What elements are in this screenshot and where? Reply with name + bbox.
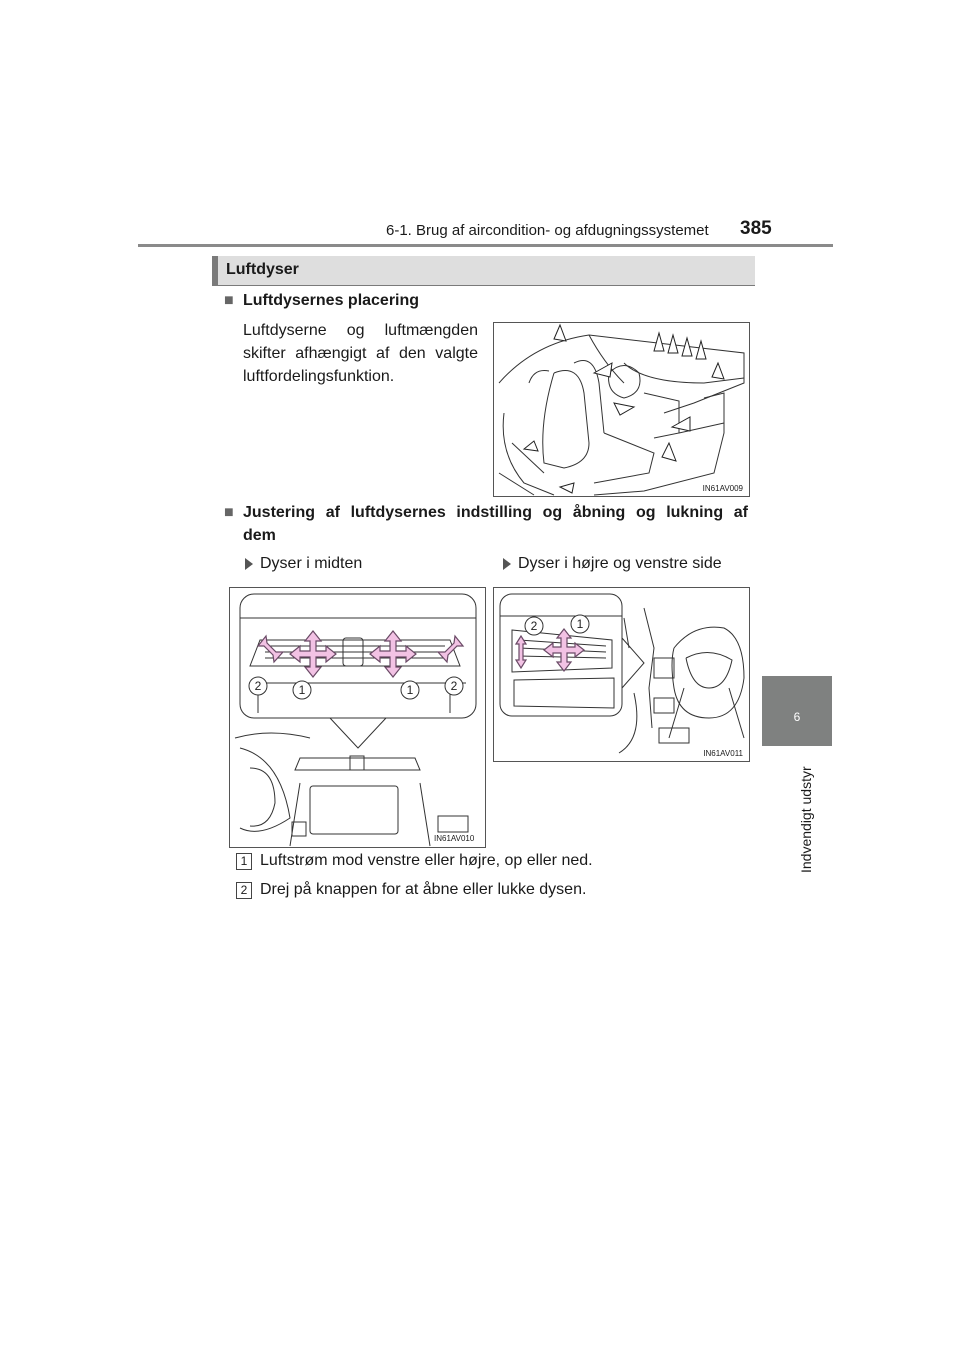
callout-1: 1 — [576, 617, 584, 631]
triangle-bullet-icon — [503, 558, 511, 570]
section-title: Luftdyser — [226, 261, 299, 278]
header-rule — [138, 244, 833, 247]
callout-1: 1 — [406, 683, 414, 697]
page-number: 385 — [740, 218, 772, 239]
section-underline — [212, 285, 755, 286]
adjustment-heading-line2: dem — [243, 527, 276, 544]
placement-heading: Luftdysernes placering — [243, 292, 420, 309]
center-vents-illustration — [230, 588, 485, 847]
triangle-bullet-icon — [245, 558, 253, 570]
square-bullet: ■ — [224, 292, 234, 309]
figure-code: IN61AV009 — [702, 484, 743, 493]
note-text: Luftstrøm mod venstre eller højre, op eller ned. — [260, 852, 593, 869]
chapter-label — [798, 756, 818, 876]
callout-2: 2 — [530, 619, 538, 633]
callout-2: 2 — [254, 679, 262, 693]
chapter-tab — [762, 676, 832, 746]
section-heading-bar — [212, 256, 755, 285]
note-text: Drej på knappen for at åbne eller lukke dysen. — [260, 881, 587, 898]
chapter-label-text: Indvendigt udstyr — [798, 766, 814, 873]
figure-code: IN61AV010 — [434, 834, 475, 843]
running-header: 6-1. Brug af aircondition- og afdugningssystemet — [386, 222, 709, 239]
figure-code: IN61AV011 — [703, 749, 743, 758]
vent-placement-figure — [493, 322, 750, 497]
car-interior-illustration — [494, 323, 749, 496]
center-vents-figure — [229, 587, 486, 848]
chapter-number: 6 — [793, 710, 801, 724]
note-number-box: 1 — [236, 853, 252, 870]
callout-1: 1 — [298, 683, 306, 697]
side-vents-illustration — [494, 588, 749, 761]
side-vents-figure — [493, 587, 750, 762]
note-number-box: 2 — [236, 882, 252, 899]
adjustment-heading-line1: Justering af luftdysernes indstilling og åbning og lukning af — [243, 504, 748, 521]
placement-body: Luftdyserne og luftmængden skifter afhængigt af den valgte luftfordelingsfunktion. — [243, 322, 478, 385]
square-bullet: ■ — [224, 504, 234, 521]
callout-2: 2 — [450, 679, 458, 693]
side-vents-label: Dyser i højre og venstre side — [518, 555, 722, 572]
center-vents-label: Dyser i midten — [260, 555, 363, 572]
